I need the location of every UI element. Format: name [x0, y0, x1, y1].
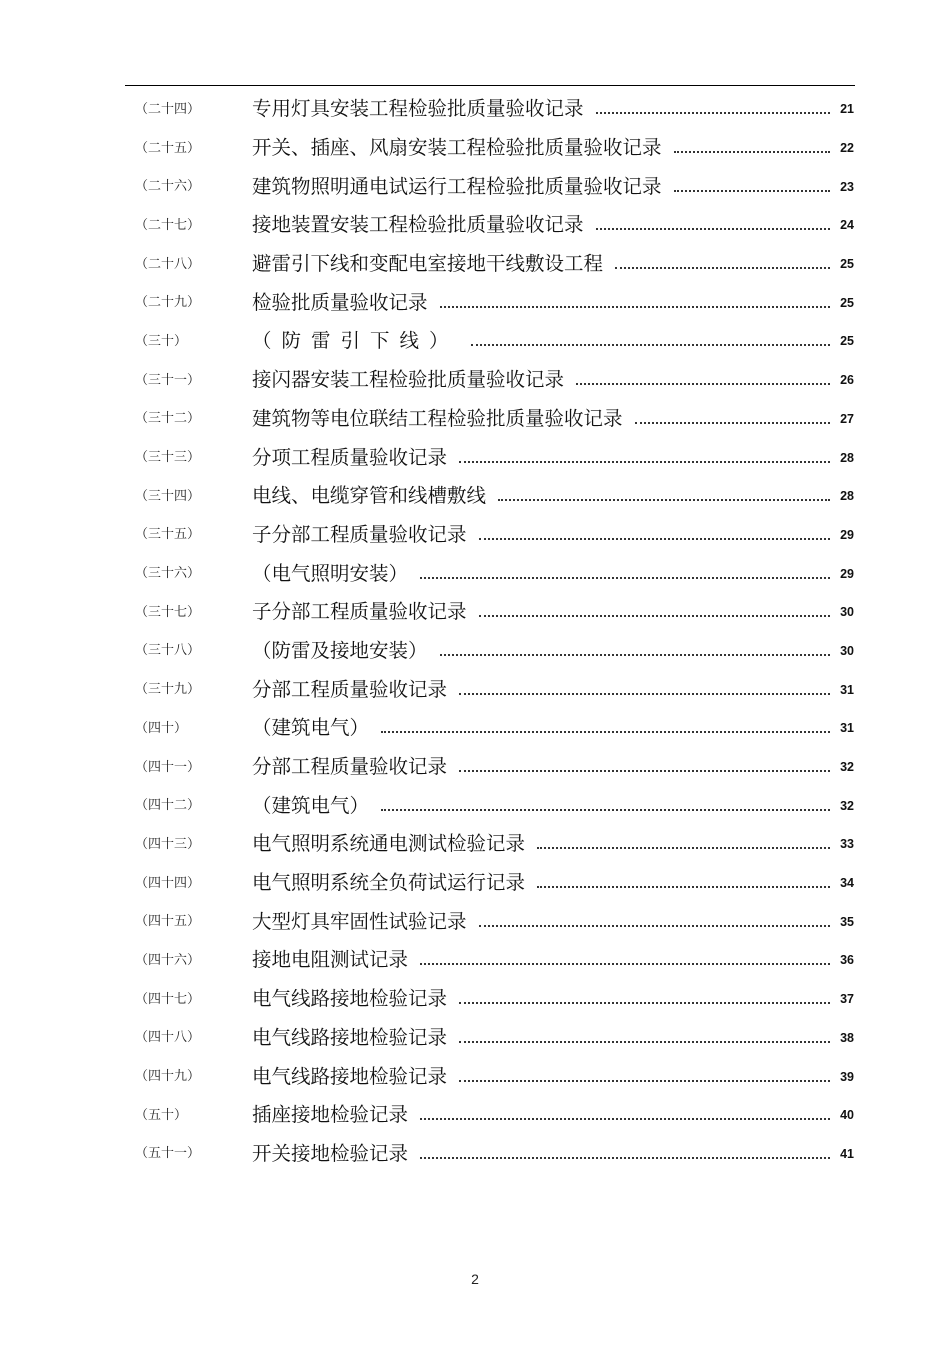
- toc-entry-number: （五十）: [135, 1107, 188, 1123]
- toc-entry-line: [252, 132, 854, 160]
- toc-entry-line: [252, 596, 854, 624]
- toc-entry-title: 建筑物照明通电试运行工程检验批质量验收记录: [252, 174, 662, 198]
- toc-entry[interactable]: [0, 88, 950, 127]
- toc-entry-number: （三十一）: [135, 372, 201, 388]
- toc-entry-line: [252, 442, 854, 470]
- toc-entry-page: 29: [840, 566, 854, 581]
- toc-entry[interactable]: [0, 784, 950, 823]
- toc-entry-line: [252, 906, 854, 934]
- toc-entry-title: （电气照明安装）: [252, 561, 409, 585]
- toc-entry-line: [252, 1099, 854, 1127]
- toc-entry[interactable]: [0, 1133, 950, 1172]
- toc-entry-title: 分部工程质量验收记录: [252, 677, 448, 701]
- toc-entry-line: [252, 867, 854, 895]
- toc-entry-page: 37: [840, 992, 854, 1007]
- toc-entry[interactable]: [0, 436, 950, 475]
- toc-entry-number: （三十二）: [135, 411, 201, 427]
- toc-entry[interactable]: [0, 900, 950, 939]
- toc-entry-number: （四十五）: [135, 914, 201, 930]
- dot-leader: [479, 615, 830, 617]
- toc-entry-page: 38: [840, 1030, 854, 1045]
- dot-leader: [479, 925, 830, 927]
- toc-entry-title: （防雷及接地安装）: [252, 638, 428, 662]
- toc-entry[interactable]: [0, 552, 950, 591]
- dot-leader: [459, 1080, 830, 1082]
- dot-leader: [381, 809, 830, 811]
- dot-leader: [471, 344, 830, 346]
- toc-entry-title: （建筑电气）: [252, 793, 370, 817]
- toc-entry-page: 22: [840, 141, 854, 156]
- toc-entry-title: 开关接地检验记录: [252, 1141, 409, 1165]
- dot-leader: [596, 112, 830, 114]
- toc-entry-page: 23: [840, 179, 854, 194]
- toc-entry[interactable]: [0, 243, 950, 282]
- toc-entry-number: （三十九）: [135, 682, 201, 698]
- toc-entry[interactable]: [0, 630, 950, 669]
- toc-entry[interactable]: [0, 281, 950, 320]
- toc-entry-line: [252, 325, 854, 353]
- toc-entry-number: （三十四）: [135, 488, 201, 504]
- toc-entry-title: 接地电阻测试记录: [252, 948, 409, 972]
- toc-entry-page: 29: [840, 527, 854, 542]
- toc-entry-page: 24: [840, 218, 854, 233]
- toc-entry[interactable]: [0, 1017, 950, 1056]
- dot-leader: [459, 1041, 830, 1043]
- toc-entry-page: 21: [840, 102, 854, 117]
- toc-entry[interactable]: [0, 127, 950, 166]
- toc-entry[interactable]: [0, 978, 950, 1017]
- toc-entry-title: 电气线路接地检验记录: [252, 1025, 448, 1049]
- toc-entry-number: （四十八）: [135, 1030, 201, 1046]
- toc-entry-number: （三十）: [135, 333, 188, 349]
- toc-entry-number: （四十四）: [135, 875, 201, 891]
- dot-leader: [459, 461, 830, 463]
- toc-entry[interactable]: [0, 514, 950, 553]
- toc-entry-number: （四十三）: [135, 836, 201, 852]
- dot-leader: [440, 654, 830, 656]
- toc-entry-title: 子分部工程质量验收记录: [252, 600, 467, 624]
- dot-leader: [420, 1118, 830, 1120]
- toc-entry-number: （四十七）: [135, 991, 201, 1007]
- toc-entry[interactable]: [0, 359, 950, 398]
- toc-entry-title: 电气照明系统通电测试检验记录: [252, 832, 526, 856]
- toc-entry[interactable]: [0, 862, 950, 901]
- dot-leader: [576, 383, 830, 385]
- toc-entry-line: [252, 944, 854, 972]
- toc-entry-number: （四十一）: [135, 759, 201, 775]
- toc-entry[interactable]: [0, 1055, 950, 1094]
- toc-entry-number: （二十九）: [135, 295, 201, 311]
- toc-entry-line: [252, 209, 854, 237]
- toc-entry-title: 开关、插座、风扇安装工程检验批质量验收记录: [252, 136, 662, 160]
- table-of-contents: [0, 88, 950, 1171]
- toc-entry-line: [252, 287, 854, 315]
- header-rule: [125, 85, 855, 86]
- toc-entry-title: 接闪器安装工程检验批质量验收记录: [252, 368, 565, 392]
- toc-entry-line: [252, 790, 854, 818]
- toc-entry-line: [252, 248, 854, 276]
- toc-entry-line: [252, 712, 854, 740]
- dot-leader: [635, 422, 830, 424]
- toc-entry[interactable]: [0, 398, 950, 437]
- toc-entry-page: 36: [840, 953, 854, 968]
- toc-entry-page: 39: [840, 1069, 854, 1084]
- toc-entry-title: 大型灯具牢固性试验记录: [252, 909, 467, 933]
- toc-entry[interactable]: [0, 668, 950, 707]
- toc-entry-line: [252, 93, 854, 121]
- toc-entry-line: [252, 364, 854, 392]
- dot-leader: [381, 731, 830, 733]
- toc-entry-page: 28: [840, 489, 854, 504]
- toc-entry-number: （三十五）: [135, 527, 201, 543]
- toc-entry-title: 电气线路接地检验记录: [252, 1064, 448, 1088]
- toc-entry-title: 接地装置安装工程检验批质量验收记录: [252, 213, 584, 237]
- toc-entry-title: 专用灯具安装工程检验批质量验收记录: [252, 97, 584, 121]
- toc-entry[interactable]: [0, 823, 950, 862]
- toc-entry[interactable]: [0, 707, 950, 746]
- toc-entry-number: （二十四）: [135, 101, 201, 117]
- toc-entry-line: [252, 1061, 854, 1089]
- toc-entry-number: （三十八）: [135, 643, 201, 659]
- toc-entry-title: 分项工程质量验收记录: [252, 445, 448, 469]
- toc-entry-page: 40: [840, 1108, 854, 1123]
- toc-entry-number: （四十六）: [135, 952, 201, 968]
- toc-entry-number: （三十六）: [135, 566, 201, 582]
- toc-entry-page: 25: [840, 257, 854, 272]
- toc-entry-title: 避雷引下线和变配电室接地干线敷设工程: [252, 252, 604, 276]
- toc-entry-number: （二十七）: [135, 217, 201, 233]
- toc-entry-line: [252, 983, 854, 1011]
- toc-entry-number: （二十五）: [135, 140, 201, 156]
- toc-entry-number: （二十六）: [135, 179, 201, 195]
- toc-entry-title: 电气线路接地检验记录: [252, 987, 448, 1011]
- toc-entry-page: 28: [840, 450, 854, 465]
- toc-entry-number: （三十七）: [135, 604, 201, 620]
- dot-leader: [459, 1002, 830, 1004]
- dot-leader: [420, 963, 830, 965]
- toc-entry[interactable]: [0, 475, 950, 514]
- toc-entry[interactable]: [0, 320, 950, 359]
- toc-entry[interactable]: [0, 591, 950, 630]
- toc-entry-page: 41: [840, 1146, 854, 1161]
- toc-entry-line: [252, 751, 854, 779]
- toc-entry-title: 电线、电缆穿管和线槽敷线: [252, 484, 487, 508]
- dot-leader: [674, 151, 830, 153]
- toc-entry-line: [252, 828, 854, 856]
- dot-leader: [537, 847, 830, 849]
- toc-entry-line: [252, 1138, 854, 1166]
- toc-entry-line: [252, 1022, 854, 1050]
- toc-entry-number: （五十一）: [135, 1146, 201, 1162]
- toc-entry-page: 34: [840, 876, 854, 891]
- toc-entry-title: 检验批质量验收记录: [252, 290, 428, 314]
- toc-entry-title: 建筑物等电位联结工程检验批质量验收记录: [252, 406, 623, 430]
- toc-entry[interactable]: [0, 939, 950, 978]
- toc-entry-number: （四十九）: [135, 1069, 201, 1085]
- toc-entry[interactable]: [0, 204, 950, 243]
- toc-entry-line: [252, 403, 854, 431]
- toc-entry-page: 25: [840, 334, 854, 349]
- dot-leader: [596, 228, 830, 230]
- toc-entry-page: 32: [840, 760, 854, 775]
- toc-entry-line: [252, 519, 854, 547]
- toc-entry-page: 25: [840, 295, 854, 310]
- toc-entry-title: 分部工程质量验收记录: [252, 755, 448, 779]
- toc-entry-page: 31: [840, 682, 854, 697]
- toc-entry-page: 26: [840, 373, 854, 388]
- dot-leader: [479, 538, 830, 540]
- toc-entry-title: 子分部工程质量验收记录: [252, 522, 467, 546]
- toc-entry-page: 27: [840, 411, 854, 426]
- toc-entry-page: 30: [840, 643, 854, 658]
- toc-entry[interactable]: [0, 165, 950, 204]
- toc-entry-page: 31: [840, 721, 854, 736]
- toc-entry-page: 35: [840, 914, 854, 929]
- toc-entry-page: 33: [840, 837, 854, 852]
- dot-leader: [420, 1157, 830, 1159]
- toc-entry-title: （建筑电气）: [252, 716, 370, 740]
- toc-entry-title: 电气照明系统全负荷试运行记录: [252, 871, 526, 895]
- toc-entry-line: [252, 635, 854, 663]
- toc-entry[interactable]: [0, 1094, 950, 1133]
- toc-entry-number: （四十二）: [135, 798, 201, 814]
- toc-entry-page: 30: [840, 605, 854, 620]
- dot-leader: [459, 770, 830, 772]
- toc-entry-line: [252, 674, 854, 702]
- toc-entry-number: （二十八）: [135, 256, 201, 272]
- toc-entry-line: [252, 480, 854, 508]
- toc-entry-number: （四十）: [135, 720, 188, 736]
- dot-leader: [420, 577, 830, 579]
- dot-leader: [440, 306, 830, 308]
- toc-entry-title: 插座接地检验记录: [252, 1103, 409, 1127]
- toc-entry[interactable]: [0, 746, 950, 785]
- dot-leader: [615, 267, 830, 269]
- dot-leader: [537, 886, 830, 888]
- toc-entry-line: [252, 171, 854, 199]
- toc-entry-title: （防雷引下线）: [252, 329, 459, 353]
- dot-leader: [459, 693, 830, 695]
- dot-leader: [498, 499, 830, 501]
- page-number: 2: [471, 1271, 479, 1287]
- dot-leader: [674, 190, 830, 192]
- toc-entry-page: 32: [840, 798, 854, 813]
- toc-entry-number: （三十三）: [135, 450, 201, 466]
- toc-entry-line: [252, 558, 854, 586]
